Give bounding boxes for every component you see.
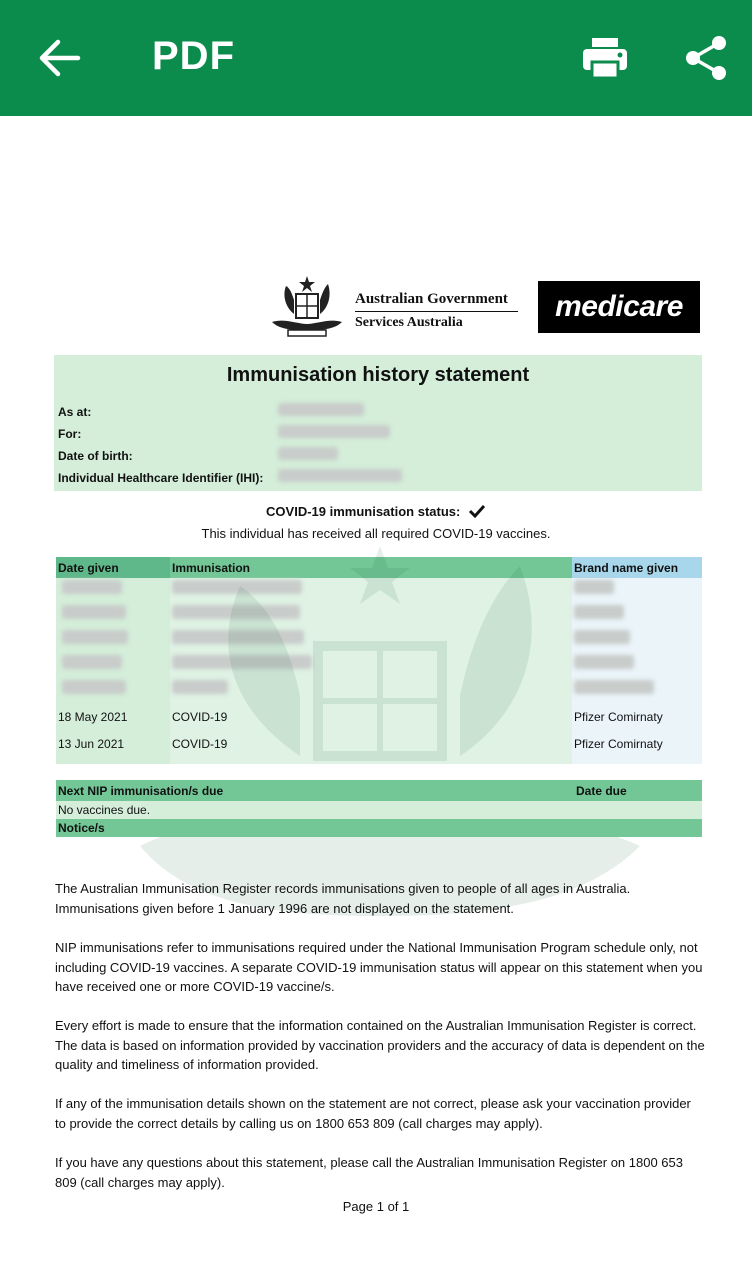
arrow-left-icon[interactable] [36, 36, 84, 80]
row-brand: Pfizer Comirnaty [574, 737, 663, 751]
nip-header-right: Date due [576, 784, 627, 798]
column-header-brand: Brand name given [572, 557, 702, 578]
checkmark-icon [468, 504, 486, 518]
share-icon[interactable] [684, 34, 728, 82]
covid-status-label: COVID-19 immunisation status: [266, 504, 461, 519]
nip-header-left: Next NIP immunisation/s due [58, 784, 224, 798]
paragraph-nip: NIP immunisations refer to immunisations required under the National Immunisation Program schedule only, not including COVID-19 vaccines. A separate COVID-19 immunisation status will appear on this statement when you have received one or more COVID-19 vaccine/s. [55, 940, 703, 994]
row-date: 18 May 2021 [58, 710, 128, 724]
redacted-value [278, 447, 338, 460]
column-header-immunisation: Immunisation [170, 557, 572, 578]
row-immunisation: COVID-19 [172, 710, 228, 724]
gov-divider [355, 311, 518, 312]
statement-title: Immunisation history statement [226, 364, 530, 386]
column-header-date: Date given [56, 557, 170, 578]
paragraph-register: The Australian Immunisation Register records immunisations given to people of all ages in Australia. Immunisations given before 1 January 1996 are not displayed on the statement. [55, 881, 631, 916]
coat-of-arms-icon [264, 274, 350, 338]
field-label-for: For: [58, 427, 82, 441]
government-branding [355, 291, 518, 331]
notice-header: Notice/s [56, 819, 702, 837]
paragraph-questions: If you have any questions about this statement, please call the Australian Immunisation Register on 1800 653 809 (call charges may apply). [55, 1155, 683, 1190]
nip-header [56, 780, 702, 801]
gov-line1: Australian Government [355, 291, 508, 307]
redacted-value [278, 403, 364, 416]
paragraph-corrections: If any of the immunisation details shown on the statement are not correct, please ask your vaccination provider to provide the correct details by calling us on 1800 653 809 (call charges may apply). [55, 1096, 691, 1131]
row-immunisation: COVID-19 [172, 737, 228, 751]
medicare-logo: medicare [538, 281, 700, 333]
statement-header-box [54, 355, 702, 491]
nip-value: No vaccines due. [56, 801, 702, 819]
covid-status-line [0, 504, 752, 519]
printer-icon[interactable] [580, 36, 630, 80]
covid-status-text: This individual has received all required COVID-19 vaccines. [201, 526, 551, 541]
row-date: 13 Jun 2021 [58, 737, 125, 751]
app-title: PDF [152, 34, 235, 78]
page-number: Page 1 of 1 [342, 1199, 410, 1214]
pdf-page[interactable] [0, 116, 752, 1280]
redacted-value [278, 469, 402, 482]
field-label-dob: Date of birth: [58, 449, 133, 463]
field-label-ihi: Individual Healthcare Identifier (IHI): [58, 471, 264, 485]
paragraph-accuracy: Every effort is made to ensure that the information contained on the Australian Immunisation Register is correct. The data is based on information provided by vaccination providers and the accuracy of data is dependent on the quality and timeliness of information provided. [55, 1018, 705, 1072]
redacted-value [278, 425, 390, 438]
field-label-as-at: As at: [58, 405, 92, 419]
gov-line2: Services Australia [355, 315, 463, 330]
app-bar [0, 0, 752, 116]
row-brand: Pfizer Comirnaty [574, 710, 663, 724]
